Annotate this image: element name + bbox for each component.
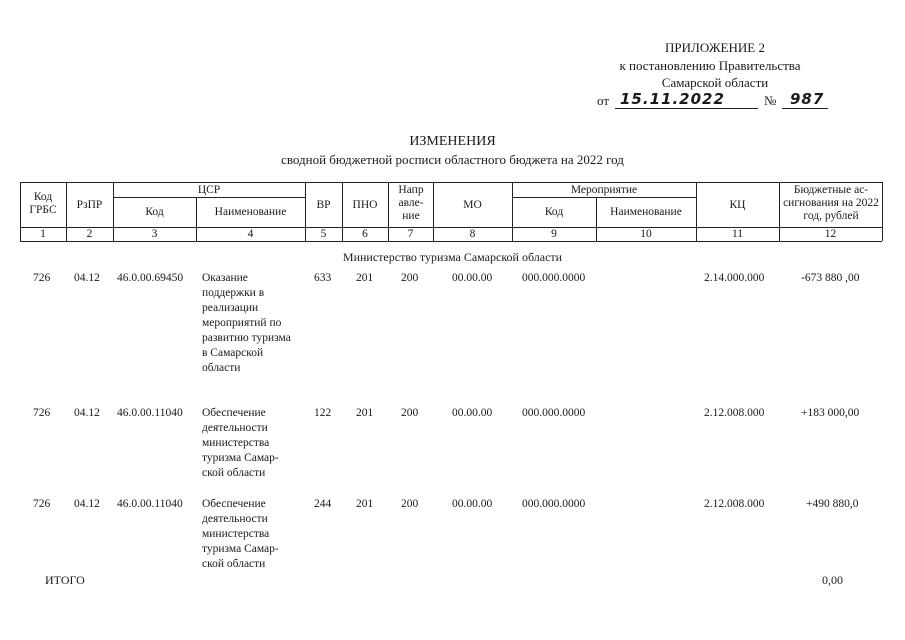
- cell-grbs: 726: [33, 272, 51, 284]
- total-label: ИТОГО: [45, 573, 85, 587]
- cell-sum: +183 000,00: [801, 407, 860, 419]
- date-prefix: от: [597, 93, 610, 108]
- header-sum: Бюджетные ас- сигнования на 2022 год, рублей: [783, 184, 879, 222]
- cell-sum: -673 880 ,00: [801, 272, 860, 284]
- col-number: 8: [469, 228, 476, 240]
- header-kc: КЦ: [729, 199, 746, 211]
- col-number: 3: [151, 228, 158, 240]
- cell-pno: 201: [356, 407, 374, 419]
- cell-csr-kod: 46.0.00.11040: [117, 498, 183, 510]
- col-number: 4: [247, 228, 254, 240]
- col-number: 2: [86, 228, 93, 240]
- cell-rzpr: 04.12: [74, 272, 100, 284]
- col-number: 11: [731, 228, 744, 240]
- cell-sum: +490 880,0: [806, 498, 859, 510]
- cell-csr-kod: 46.0.00.69450: [117, 272, 184, 284]
- col-number: 10: [640, 228, 652, 240]
- header-event: Мероприятие: [570, 184, 638, 196]
- cell-mo: 00.00.00: [452, 407, 493, 419]
- section-heading: Министерство туризма Самарской области: [342, 250, 563, 264]
- cell-csr-kod: 46.0.00.11040: [117, 407, 183, 419]
- document-subtitle: сводной бюджетной росписи областного бюджета на 2022 год: [281, 152, 624, 167]
- header-csr: ЦСР: [197, 184, 221, 196]
- cell-kc: 2.12.008.000: [704, 498, 765, 510]
- cell-pno: 201: [356, 272, 374, 284]
- col-number: 9: [551, 228, 557, 240]
- decree-number: 987: [790, 90, 825, 108]
- decree-date: 15.11.2022: [620, 90, 725, 108]
- appendix-region-line: Самарской области: [661, 75, 769, 90]
- cell-csr-name: Обеспечение деятельности министерства туризма Самар- ской области: [202, 498, 279, 570]
- header-napr: Напр авле- ние: [398, 184, 424, 222]
- cell-napr: 200: [401, 498, 419, 510]
- appendix-title: ПРИЛОЖЕНИЕ 2: [665, 40, 765, 55]
- col-number: 7: [407, 228, 414, 240]
- date-underline: [615, 108, 758, 109]
- col-number: 1: [40, 228, 46, 240]
- cell-csr-name: Обеспечение деятельности министерства туризма Самар- ской области: [202, 407, 279, 479]
- col-number: 12: [824, 228, 837, 240]
- cell-kc: 2.14.000.000: [704, 272, 765, 284]
- cell-vr: 122: [314, 407, 332, 419]
- cell-event-kod: 000.000.0000: [522, 407, 586, 419]
- col-number: 6: [362, 228, 368, 240]
- cell-event-kod: 000.000.0000: [522, 498, 586, 510]
- cell-mo: 00.00.00: [452, 272, 493, 284]
- header-mo: МО: [463, 199, 482, 211]
- header-event-name: Наименование: [610, 206, 682, 218]
- header-rzpr: РзПР: [76, 199, 103, 211]
- cell-pno: 201: [356, 498, 374, 510]
- header-vr: ВР: [316, 199, 331, 211]
- cell-vr: 633: [314, 272, 332, 284]
- cell-napr: 200: [401, 272, 419, 284]
- header-pno: ПНО: [352, 199, 378, 211]
- cell-csr-name: Оказание поддержки в реализации мероприятий по развитию туризма в Самарской области: [202, 272, 291, 374]
- cell-vr: 244: [314, 498, 332, 510]
- cell-napr: 200: [401, 407, 419, 419]
- header-event-kod: Код: [544, 206, 564, 218]
- header-csr-name: Наименование: [214, 206, 287, 218]
- cell-mo: 00.00.00: [452, 498, 493, 510]
- number-prefix: №: [764, 93, 777, 108]
- header-csr-kod: Код: [145, 206, 164, 218]
- header-kod-grbs: Код ГРБС: [29, 191, 57, 216]
- cell-grbs: 726: [33, 498, 51, 510]
- cell-rzpr: 04.12: [74, 498, 100, 510]
- total-value: 0,00: [822, 573, 843, 587]
- cell-kc: 2.12.008.000: [704, 407, 765, 419]
- cell-rzpr: 04.12: [74, 407, 100, 419]
- appendix-decree-line: к постановлению Правительства: [619, 58, 801, 73]
- number-underline: [782, 108, 828, 109]
- cell-grbs: 726: [33, 407, 51, 419]
- col-number: 5: [320, 228, 327, 240]
- document-title: ИЗМЕНЕНИЯ: [409, 134, 496, 149]
- cell-event-kod: 000.000.0000: [522, 272, 586, 284]
